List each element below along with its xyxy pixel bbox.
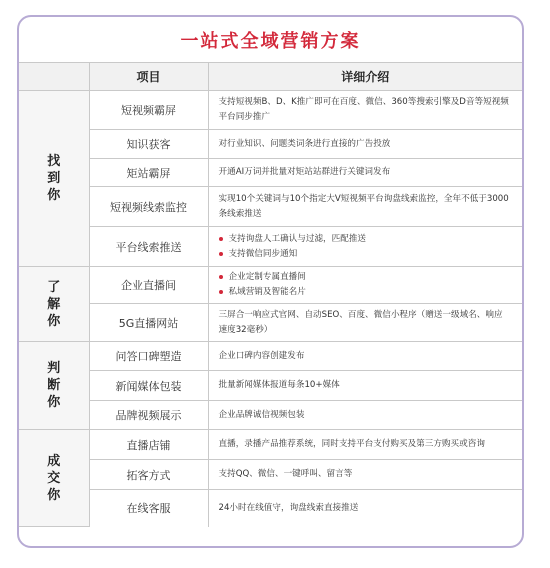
group-label [19,342,89,430]
group-label-char: 你 [47,487,61,503]
bullet-list [219,232,511,262]
item-name: 拓客方式 [89,460,208,490]
group-label [19,267,89,342]
item-name: 直播店铺 [89,430,208,460]
item-name: 短视频霸屏 [89,91,208,130]
group-label [19,430,89,527]
item-name: 品牌视频展示 [89,401,208,430]
bullet-dot-icon [219,237,223,241]
group-label-char: 了 [47,279,61,295]
bullet-text: 支持询盘人工确认与过滤，匹配推送 [228,233,367,244]
table-row [19,227,522,267]
item-name: 矩站霸屏 [89,159,208,187]
table-row [19,460,522,490]
header-blank [19,63,89,91]
item-name: 平台线索推送 [89,227,208,267]
table-row [19,490,522,527]
table-header-row [19,63,522,91]
bullet-text: 私域营销及智能名片 [228,287,306,297]
bullet-text: 支持微信同步通知 [228,248,298,259]
group-label-char: 成 [47,453,61,469]
solution-card [17,15,524,548]
item-name: 在线客服 [89,490,208,527]
item-name: 企业直播间 [89,267,208,304]
item-detail [208,227,522,267]
group-label-char: 你 [47,395,61,410]
item-detail: 企业品牌诚信视频包装 [208,401,522,430]
group-label-char: 交 [47,470,61,486]
group-label-char: 你 [47,188,61,203]
item-name: 5G直播网站 [89,304,208,342]
group-label-char: 找 [47,154,61,169]
bullet-item [219,285,511,300]
table-row [19,401,522,430]
group-label [19,91,89,267]
item-detail: 实现10个关键词与10个指定大V短视频平台询盘线索监控，全年不低于3000条线索推送 [208,187,522,227]
table-row [19,91,522,130]
bullet-text: 企业定制专属直播间 [228,272,306,282]
item-detail: 24小时在线值守，询盘线索直接推送 [208,490,522,527]
group-label-char: 判 [47,361,61,376]
table-row [19,187,522,227]
bullet-dot-icon [219,290,223,294]
item-detail: 开通AI万词并批量对矩站站群进行关键词发布 [208,159,522,187]
group-label-char: 解 [47,296,61,312]
item-detail: 批量新闻媒体报道每条10+媒体 [208,371,522,401]
table-row [19,371,522,401]
header-detail: 详细介绍 [208,63,522,91]
bullet-dot-icon [219,252,223,256]
table-row [19,430,522,460]
bullet-list [219,270,511,300]
table-row [19,130,522,159]
item-detail [208,267,522,304]
table-row [19,267,522,304]
group-label-char: 你 [47,313,61,329]
header-item: 项目 [89,63,208,91]
item-name: 短视频线索监控 [89,187,208,227]
item-detail: 对行业知识、问题类词条进行直接的广告投放 [208,130,522,159]
item-detail: 企业口碑内容创建发布 [208,342,522,371]
table-row [19,342,522,371]
bullet-item [219,247,511,262]
item-detail: 三屏合一响应式官网、自动SEO、百度、微信小程序（赠送一级域名、响应速度32毫秒） [208,304,522,342]
page-title: 一站式全域营销方案 [180,30,361,52]
bullet-item [219,232,511,247]
item-name: 新闻媒体包装 [89,371,208,401]
group-label-char: 断 [47,378,61,393]
solution-table [19,62,522,527]
table-row [19,159,522,187]
item-name: 知识获客 [89,130,208,159]
bullet-dot-icon [219,275,223,279]
item-detail: 直播，录播产品推荐系统，同时支持平台支付购买及第三方购买或咨询 [208,430,522,460]
bullet-item [219,270,511,285]
item-detail: 支持QQ、微信、一键呼叫、留言等 [208,460,522,490]
item-detail: 支持短视频B、D、K推广即可在百度、微信、360等搜索引擎及D音等短视频平台同步推广 [208,91,522,130]
group-label-char: 到 [47,171,61,186]
table-row [19,304,522,342]
item-name: 问答口碑塑造 [89,342,208,371]
